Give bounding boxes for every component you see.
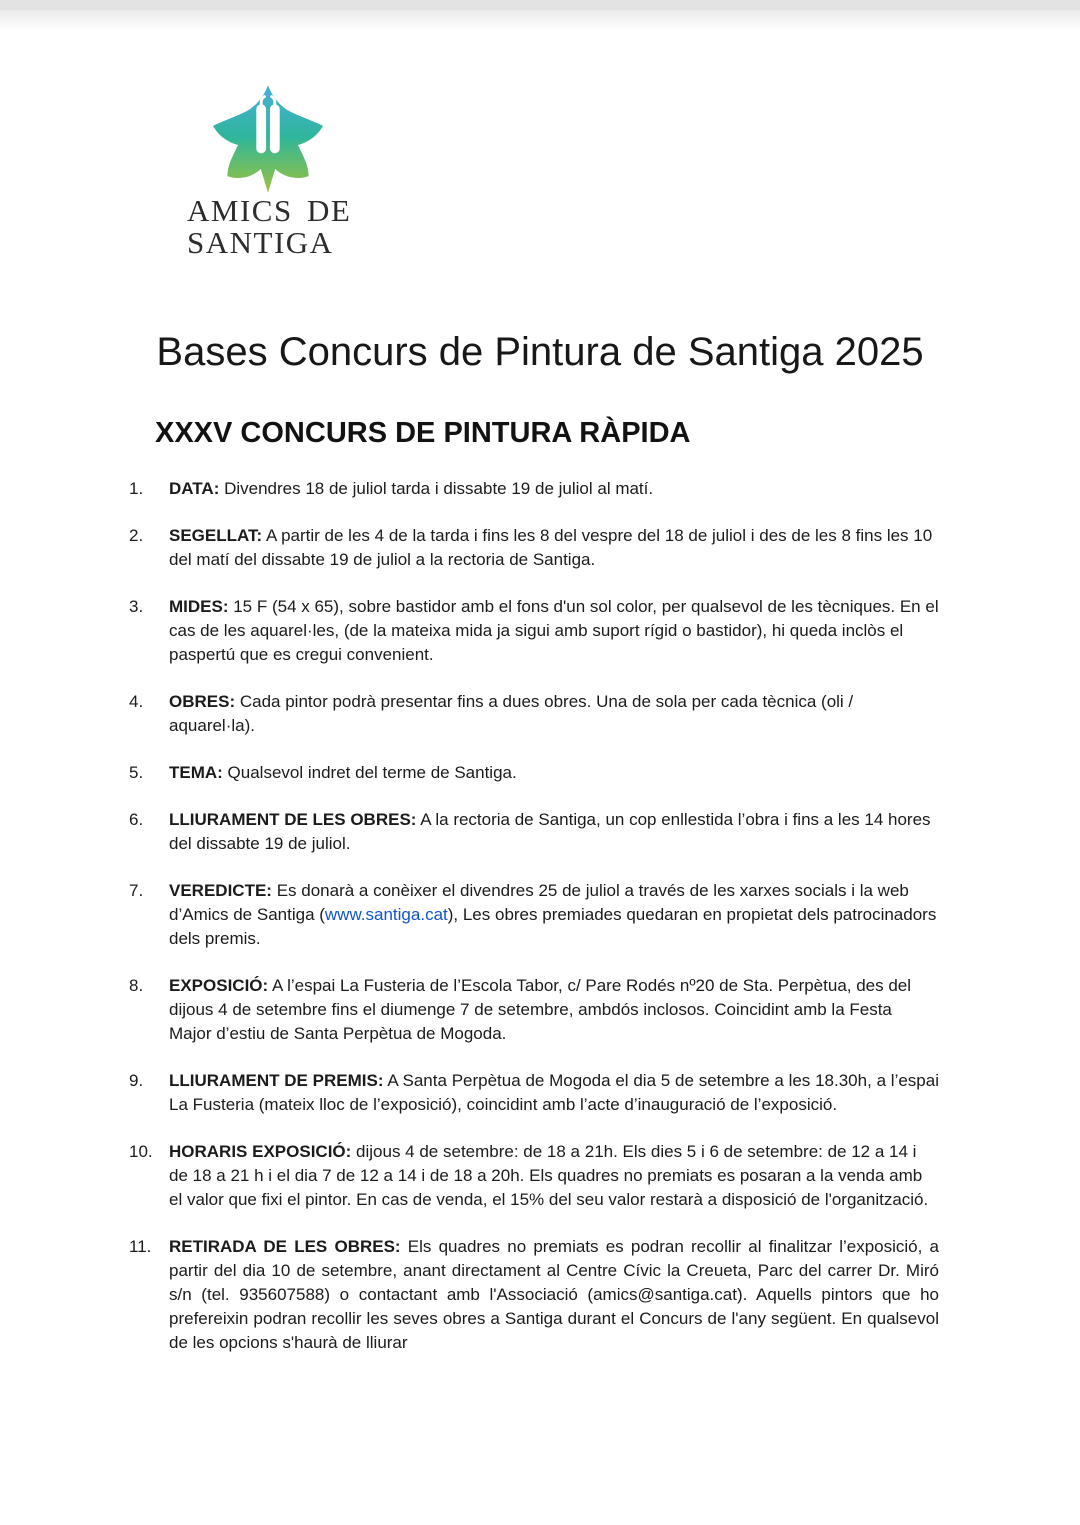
item-number: 3. [129, 597, 144, 616]
item-label: MIDES: [169, 597, 229, 616]
item-number: 4. [129, 692, 144, 711]
item-number: 7. [129, 881, 144, 900]
list-item [129, 1235, 939, 1355]
top-edge-shadow [0, 10, 1080, 32]
item-label: HORARIS EXPOSICIÓ: [169, 1142, 352, 1161]
item-label: LLIURAMENT DE LES OBRES: [169, 810, 417, 829]
leaf-shape [213, 85, 323, 193]
item-number: 6. [129, 810, 144, 829]
item-text: RETIRADA DE LES OBRES: Els quadres no premiats es podran recollir al finalitzar l’exposició, a partir del dia 10 de setembre, anant directament al Centre Cívic la Creueta, Parc del carrer Dr. Miró s/n (tel. 935607588) o contactant amb l'Associació (amics@santiga.cat). Aquells pintors que ho prefereixin podran recollir les seves obres a Santiga durant el Concurs de l'any següent. En qualsevol de les opcions s'haurà de lliurar [169, 1237, 939, 1352]
list-item [129, 808, 939, 856]
org-name-line2: SANTIGA [187, 225, 334, 260]
item-label: VEREDICTE: [169, 881, 272, 900]
item-label: EXPOSICIÓ: [169, 976, 269, 995]
item-text: DATA: Divendres 18 de juliol tarda i dissabte 19 de juliol al matí. [169, 479, 654, 498]
item-label: LLIURAMENT DE PREMIS: [169, 1071, 384, 1090]
document-title: Bases Concurs de Pintura de Santiga 2025 [156, 330, 924, 374]
item-label: DATA: [169, 479, 220, 498]
item-text: VEREDICTE: Es donarà a conèixer el divendres 25 de juliol a través de les xarxes socials i la web d’Amics de Santiga (www.santiga.cat), Les obres premiades quedaran en propietat dels patrocinadors dels premis. [169, 881, 937, 948]
list-item [129, 595, 939, 667]
item-label: RETIRADA DE LES OBRES: [169, 1237, 401, 1256]
item-number: 11. [129, 1237, 152, 1256]
item-label: OBRES: [169, 692, 236, 711]
list-item [129, 1069, 939, 1117]
list-item [129, 524, 939, 572]
item-text: MIDES: 15 F (54 x 65), sobre bastidor amb el fons d'un sol color, per qualsevol de les tècniques. En el cas de les aquarel·les, (de la mateixa mida ja sigui amb suport rígid o bastidor), hi queda inclòs el paspertú que es cregui convenient. [169, 597, 939, 664]
item-number: 10. [129, 1142, 153, 1161]
list-item [129, 690, 939, 738]
viewer-top-edge [0, 0, 1080, 10]
rules-list [129, 477, 939, 1378]
list-item [129, 477, 939, 501]
item-text: EXPOSICIÓ: A l’espai La Fusteria de l’Escola Tabor, c/ Pare Rodés nº20 de Sta. Perpètua, des del dijous 4 de setembre fins el diumenge 7 de setembre, ambdós inclosos. Coincidint amb la Festa Major d’estiu de Santa Perpètua de Mogoda. [169, 976, 912, 1043]
list-item [129, 1140, 939, 1212]
section-heading: XXXV CONCURS DE PINTURA RÀPIDA [155, 417, 691, 449]
list-item [129, 974, 939, 1046]
ivy-leaf-icon [204, 84, 332, 194]
org-name [187, 195, 407, 259]
item-number: 5. [129, 763, 144, 782]
item-text: LLIURAMENT DE LES OBRES: A la rectoria de Santiga, un cop enllestida l’obra i fins a les 14 hores del dissabte 19 de juliol. [169, 810, 931, 853]
item-number: 2. [129, 526, 144, 545]
list-item [129, 761, 939, 785]
item-text: TEMA: Qualsevol indret del terme de Santiga. [169, 763, 517, 782]
item-number: 1. [129, 479, 144, 498]
item-label: TEMA: [169, 763, 223, 782]
item-label: SEGELLAT: [169, 526, 263, 545]
item-text: LLIURAMENT DE PREMIS: A Santa Perpètua de Mogoda el dia 5 de setembre a les 18.30h, a l’espai La Fusteria (mateix lloc de l’exposició), coincidint amb l’acte d’inauguració de l’exposició. [169, 1071, 939, 1114]
item-text: OBRES: Cada pintor podrà presentar fins a dues obres. Una de sola per cada tècnica (oli / aquarel·la). [169, 692, 854, 735]
item-text: SEGELLAT: A partir de les 4 de la tarda i fins les 8 del vespre del 18 de juliol i des de les 8 fins les 10 del matí del dissabte 19 de juliol a la rectoria de Santiga. [169, 526, 933, 569]
item-text: HORARIS EXPOSICIÓ: dijous 4 de setembre: de 18 a 21h. Els dies 5 i 6 de setembre: de 12 a 14 i de 18 a 21 h i el dia 7 de 12 a 14 i de 18 a 20h. Els quadres no premiats es posaran a la venda amb el valor que fixi el pintor. En cas de venda, el 15% del seu valor restarà a disposició de l'organització. [169, 1142, 929, 1209]
org-name-line1: AMICS DE [187, 193, 352, 228]
list-item [129, 879, 939, 951]
item-number: 8. [129, 976, 144, 995]
item-number: 9. [129, 1071, 144, 1090]
santiga-website-link[interactable]: www.santiga.cat [324, 905, 448, 924]
